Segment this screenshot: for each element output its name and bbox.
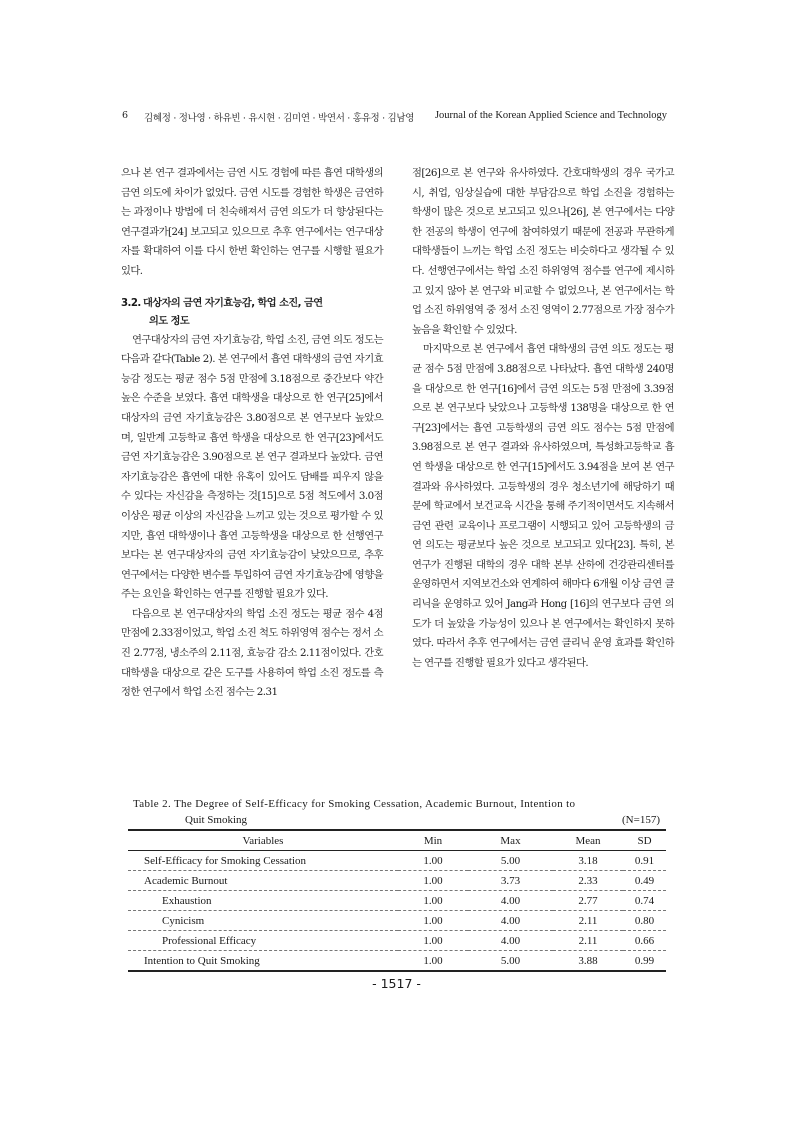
table-cell: 0.74 — [634, 894, 655, 907]
section-title-continued: 의도 정도 — [149, 315, 190, 327]
table-cell: 2.11 — [578, 914, 598, 927]
table-cell: 0.49 — [634, 874, 655, 887]
page-footer: - 1517 - — [372, 976, 421, 991]
paragraph: 연구대상자의 금연 자기효능감, 학업 소진, 금연 의도 정도는 다음과 같다(Table 2). 본 연구에서 흡연 대학생의 금연 자기효능감 정도는 평균 점수 5점 만점에 3.18점으로 중간보다 약간 높은 수준을 보였다. 흡연 대학생을 대상으로 한 연구[25]에서 대상자의 금연 자기효능감은 3.80점으로 본 연구보다 높았으며, 일반계 고등학교 흡연 학생을 대상으로 한 연구[23]에서도 금연 자기효능감은 3.90점으로 본 연구 결과보다 높았다. 금연 자기효능감은 흡연에 대한 유혹이 있어도 담배를 피우지 않을 수 있다는 자신감을 측정하는 것[15]으로 5점 척도에서 3.0점 이상은 평균 이상의 자신감을 느끼고 있는 것으로 평가할 수 있지만, 흡연 대학생이나 흡연 고등학생을 대상으로 한 선행연구보다는 본 연구대상자의 금연 자기효능감이 낮았으므로, 추후 연구에서는 다양한 변수를 투입하여 금연 자기효능감에 영향을 주는 요인을 확인하는 연구를 진행할 필요가 있다. — [121, 333, 383, 601]
table-caption-line: Table 2. The Degree of Self-Efficacy for Smoking Cessation, Academic Burnout, Intention to — [133, 798, 576, 810]
author-list: 김혜정 · 정나영 · 하유빈 · 유시현 · 김미연 · 박연서 · 홍유정 · 김남영 — [144, 113, 415, 124]
paragraph: 다음으로 본 연구대상자의 학업 소진 정도는 평균 점수 4점 만점에 2.33점이었고, 학업 소진 척도 하위영역 점수는 정서 소진 2.77점, 냉소주의 2.11점, 효능감 감소 2.11점이었다. 간호대학생을 대상으로 같은 도구를 사용하여 학업 소진 정도를 측정한 연구에서 학업 소진 점수는 2.31 — [121, 607, 383, 699]
column-header: Mean — [575, 834, 601, 847]
table-row — [128, 931, 666, 951]
table-row — [128, 911, 666, 931]
table-cell: 2.11 — [578, 934, 598, 947]
running-header — [122, 110, 667, 126]
table-header-row — [128, 830, 666, 851]
paragraph: 점[26]으로 본 연구와 유사하였다. 간호대학생의 경우 국가고시, 취업, 임상실습에 대한 부담감으로 학업 소진을 경험하는 학생이 많은 것으로 보고되고 있으나[26], 본 연구에서는 다양한 전공의 학생이 연구에 참여하였기 때문에 전공과 무관하게 대학생들이 느끼는 학업 소진 정도는 비슷하다고 생각될 수 있다. 선행연구에서는 학업 소진 하위영역 점수를 연구에 제시하고 있지 않아 본 연구와 비교할 수 없었으나, 본 연구에서는 학업 소진 하위영역 중 정서 소진 영역이 2.77점으로 가장 점수가 높음을 확인할 수 있었다. — [412, 167, 674, 336]
column-header: Min — [423, 834, 443, 847]
sample-size-note: (N=157) — [622, 814, 660, 826]
table-caption — [133, 796, 663, 828]
table-cell: 1.00 — [423, 874, 443, 887]
table-row — [128, 951, 666, 972]
table-cell: 2.33 — [578, 874, 598, 887]
table-cell: 1.00 — [423, 914, 443, 927]
section-heading — [121, 295, 383, 331]
table-cell: 4.00 — [500, 934, 521, 947]
column-header: Max — [500, 834, 521, 847]
table-cell: 1.00 — [423, 854, 443, 867]
table-cell: Exhaustion — [162, 894, 212, 907]
table-cell: Intention to Quit Smoking — [144, 954, 260, 967]
table-cell: 5.00 — [500, 954, 521, 967]
table-cell: 0.99 — [634, 954, 655, 967]
right-column — [412, 164, 674, 673]
table-row — [128, 891, 666, 911]
column-header: Variables — [242, 834, 284, 847]
paragraph: 마지막으로 본 연구에서 흡연 대학생의 금연 의도 정도는 평균 점수 5점 만점에 3.88점으로 나타났다. 흡연 대학생 240명을 대상으로 한 연구[16]에서 금연 의도는 5점 만점에 3.39점으로 본 연구보다 낮았으나 고등학생 138명을 대상으로 한 연구[23]에서는 흡연 고등학생의 금연 의도 점수는 5점 만점에 3.98점으로 본 연구 결과와 유사하였으며, 특성화고등학교 흡연 학생을 대상으로 한 연구[15]에서도 3.94점을 보여 본 연구 결과와 유사하였다. 고등학생의 경우 청소년기에 해당하기 때문에 학교에서 보건교육 시간을 통해 주기적이면서도 지속해서 금연 관련 교육이나 프로그램이 시행되고 있어 고등학생의 금연 의도는 평균보다 높은 것으로 보고되고 있다[23]. 특히, 본 연구가 진행된 대학의 경우 대학 본부 산하에 건강관리센터를 운영하면서 지역보건소와 연계하여 해마다 6개월 이상 금연 클리닉을 운영하고 있어 Jang과 Hong [16]의 연구보다 금연 의도가 더 높았을 가능성이 있으나 본 연구에서는 확인하지 못하였다. 따라서 추후 연구에서는 금연 클리닉 운영 효과를 확인하는 연구를 진행할 필요가 있다고 생각된다. — [412, 343, 674, 669]
table-cell: 4.00 — [500, 914, 521, 927]
table-cell: Cynicism — [162, 914, 205, 927]
page-number: 6 — [122, 110, 128, 121]
table-cell: 3.18 — [578, 854, 598, 867]
paragraph: 으나 본 연구 결과에서는 금연 시도 경험에 따른 흡연 대학생의 금연 의도에 차이가 없었다. 금연 시도를 경험한 학생은 금연하는 과정이나 방법에 더 친숙해져서 금연 의도가 더 향상된다는 연구결과가[24] 보고되고 있으므로 추후 연구에서는 연구대상자를 확대하여 이를 다시 한번 확인하는 연구를 시행할 필요가 있다. — [121, 167, 383, 277]
section-title: 대상자의 금연 자기효능감, 학업 소진, 금연 — [143, 297, 323, 309]
results-table — [128, 829, 666, 972]
table-cell: 2.77 — [578, 894, 598, 907]
table-cell: Academic Burnout — [144, 874, 228, 887]
section-number: 3.2. — [121, 297, 141, 309]
table-cell: 0.66 — [634, 934, 655, 947]
table-cell: 0.91 — [634, 854, 655, 867]
table-cell: Professional Efficacy — [162, 934, 257, 947]
table-cell: 3.88 — [578, 954, 598, 967]
table-cell: 4.00 — [500, 894, 521, 907]
left-column — [121, 164, 383, 703]
table-row — [128, 851, 666, 871]
table-caption-line: Quit Smoking — [185, 814, 248, 826]
table-cell: 0.80 — [634, 914, 655, 927]
table-row — [128, 871, 666, 891]
table-cell: 1.00 — [423, 894, 443, 907]
table-cell: 1.00 — [423, 954, 443, 967]
table-cell: Self-Efficacy for Smoking Cessation — [144, 854, 307, 867]
journal-name: Journal of the Korean Applied Science and Technology — [434, 110, 667, 121]
table-cell: 3.73 — [500, 874, 521, 887]
table-cell: 1.00 — [423, 934, 443, 947]
column-header: SD — [637, 834, 652, 847]
table-cell: 5.00 — [500, 854, 521, 867]
